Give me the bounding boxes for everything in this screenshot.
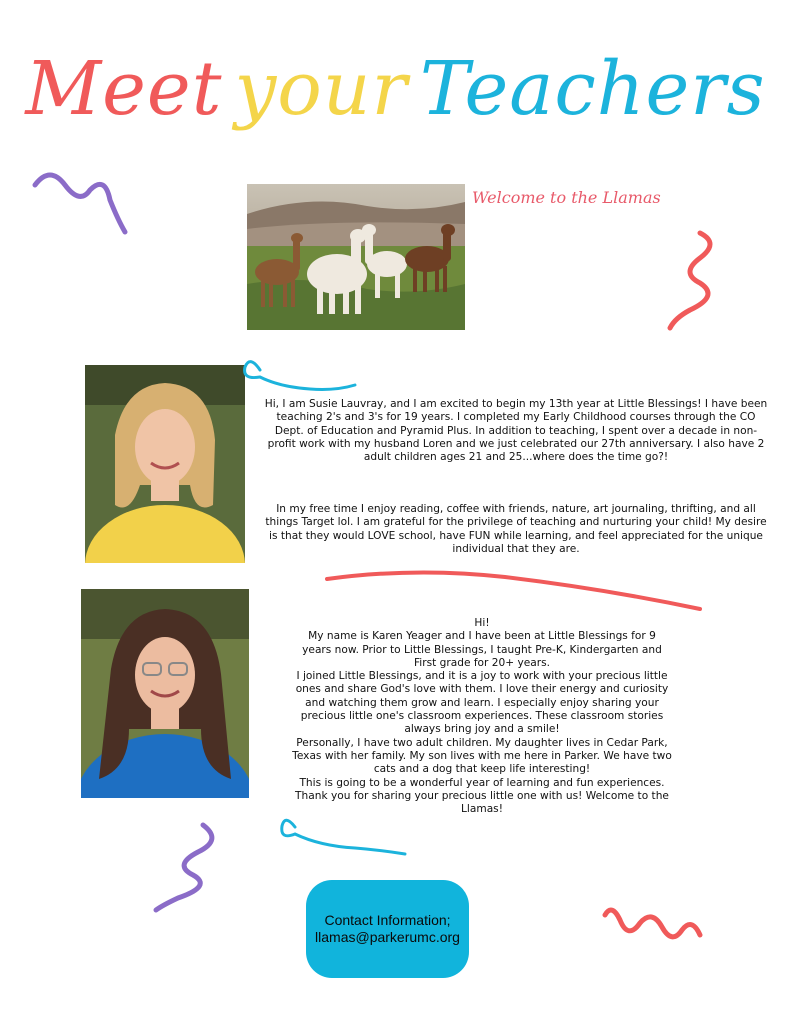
teacher2-photo	[81, 589, 249, 798]
title-word-teachers: Teachers	[419, 46, 766, 132]
teacher2-bio	[292, 617, 672, 816]
teacher2-greeting: Hi!	[474, 617, 490, 629]
teacher2-intro: My name is Karen Yeager and I have been at Little Blessings for 9 years now. Prior to Little Blessings, I taught Pre-K, Kindergarten and First grade for 20+ years.	[302, 630, 662, 669]
purple-squiggle-bottom-icon	[148, 820, 223, 915]
contact-label: Contact Information;	[324, 912, 451, 928]
subtitle: Welcome to the Llamas	[472, 188, 661, 207]
teacher1-bio-hobbies	[262, 503, 770, 556]
teacher2-joy: I joined Little Blessings, and it is a joy to work with your precious little ones and share God's love with them. I love their energy and curiosity and watching them grow and learn. I especially enjoy sharing your precious little one's classroom experiences. These classroom stories always bring joy and a smile!	[295, 670, 669, 736]
teacher1-bio-intro	[262, 398, 770, 464]
teacher2-family: Personally, I have two adult children. My daughter lives in Cedar Park, Texas with her family. My son lives with me here in Parker. We have two cats and a dog that keep life interesting!	[292, 736, 672, 776]
llama-photo	[247, 184, 465, 330]
contact-box	[306, 880, 469, 978]
title-word-your: your	[234, 46, 408, 132]
title-word-meet: Meet	[25, 46, 223, 132]
blue-swirl-top-icon	[240, 355, 360, 400]
purple-squiggle-top-icon	[30, 170, 130, 240]
teacher1-photo	[85, 365, 245, 563]
red-wave-divider-icon	[325, 565, 705, 615]
red-squiggle-right-icon	[660, 228, 720, 333]
teacher2-closing: This is going to be a wonderful year of learning and fun experiences. Thank you for sharing your precious little one with us! Welcome to the Llamas!	[295, 776, 669, 816]
teacher1-paragraph1: Hi, I am Susie Lauvray, and I am excited to begin my 13th year at Little Blessings! I have been teaching 2's and 3's for 19 years. I completed my Early Childhood courses through the CO Dept. of Education and Pyramid Plus. In addition to teaching, I spent over a decade in non-profit work with my husband Loren and we just celebrated our 27th anniversary. I also have 2 adult children ages 21 and 25...where does the time go?!	[264, 398, 768, 464]
red-squiggle-bottom-icon	[600, 905, 710, 950]
contact-email[interactable]: llamas@parkerumc.org	[315, 929, 460, 945]
blue-swirl-bottom-icon	[280, 812, 410, 860]
page-title	[0, 46, 791, 132]
teacher1-paragraph2: In my free time I enjoy reading, coffee with friends, nature, art journaling, thrifting, and all things Target lol. I am grateful for the privilege of teaching and nurturing your child! My desire is that they would LOVE school, have FUN while learning, and feel appreciated for the unique individual that they are.	[265, 503, 767, 555]
